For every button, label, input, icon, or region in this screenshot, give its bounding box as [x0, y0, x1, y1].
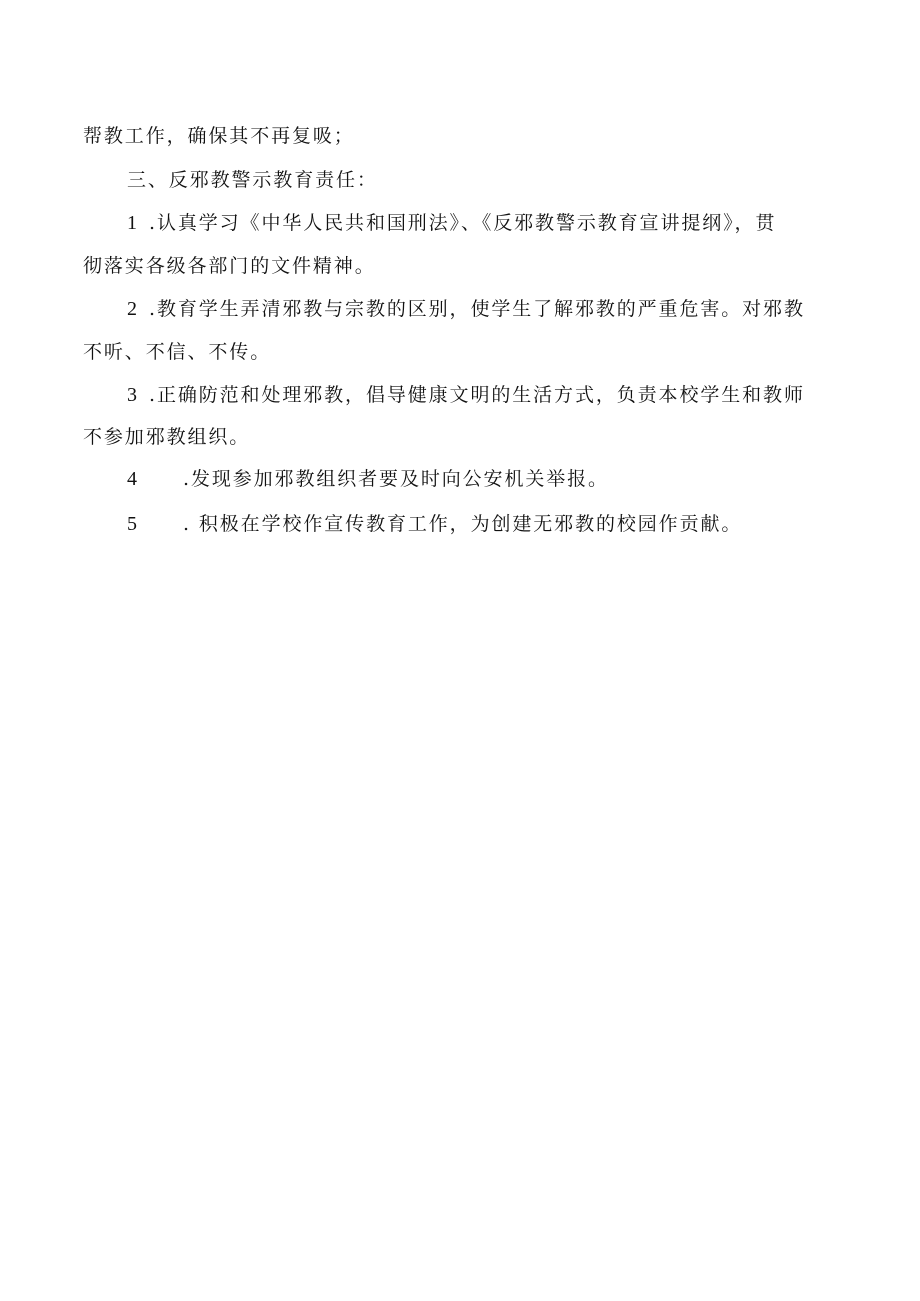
section-heading: 三、反邪教警示教育责任： [127, 169, 378, 191]
list-item-3-line-1 [127, 383, 805, 407]
list-item-4-number: 4 [127, 468, 137, 490]
list-item-3-text: .正确防范和处理邪教，倡导健康文明的生活方式，负责本校学生和教师 [149, 384, 805, 406]
list-item-1-line-1 [127, 211, 776, 235]
list-item-1-number: 1 [127, 212, 137, 234]
continuation-line: 帮教工作，确保其不再复吸； [83, 125, 355, 147]
list-item-2-line-1 [127, 297, 805, 321]
list-item-1-line-2: 彻落实各级各部门的文件精神。 [83, 255, 376, 277]
list-item-3-number: 3 [127, 384, 137, 406]
list-item-2-text: .教育学生弄清邪教与宗教的区别，使学生了解邪教的严重危害。对邪教 [149, 298, 805, 320]
list-item-2-number: 2 [127, 298, 137, 320]
list-item-1-text: .认真学习《中华人民共和国刑法》、《反邪教警示教育宣讲提纲》，贯 [149, 212, 777, 234]
list-item-4-line-1 [127, 467, 609, 491]
list-item-5-text: . 积极在学校作宣传教育工作，为创建无邪教的校园作贡献。 [183, 513, 743, 535]
list-item-4-text: .发现参加邪教组织者要及时向公安机关举报。 [183, 468, 609, 490]
list-item-2-line-2: 不听、不信、不传。 [83, 341, 272, 363]
list-item-3-line-2: 不参加邪教组织。 [83, 426, 251, 448]
list-item-5-line-1 [127, 512, 742, 536]
list-item-5-number: 5 [127, 513, 137, 535]
